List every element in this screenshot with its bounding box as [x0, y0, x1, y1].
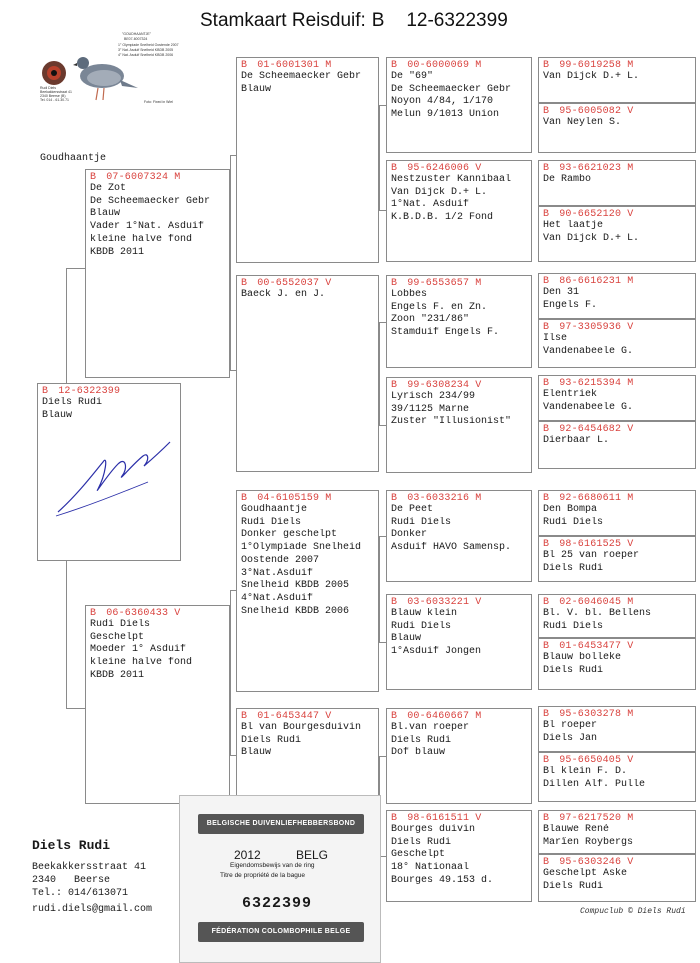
- pedigree-box: [538, 57, 696, 103]
- ring-header: B 95-6303246 V: [543, 857, 634, 868]
- title-country: B: [371, 10, 385, 31]
- ring-header: B 07-6007324 M: [90, 172, 181, 183]
- pedigree-line: Den Bompa: [543, 504, 598, 515]
- ring-header: B 93-6621023 M: [543, 163, 634, 174]
- pedigree-box: [85, 605, 230, 804]
- pedigree-line: Zuster "Illusionist": [391, 416, 512, 428]
- pedigree-line: Van Dijck D.+ L.: [543, 71, 640, 82]
- pedigree-line: De Scheemaecker Gebr: [241, 71, 362, 82]
- page-title: [200, 10, 514, 32]
- ring-header: B 99-6308234 V: [391, 380, 482, 391]
- connector-line: [379, 642, 386, 643]
- ring-header: B 06-6360433 V: [90, 608, 181, 619]
- pedigree-box: [538, 206, 696, 262]
- ownership-fr: Titre de propriété de la bague: [220, 872, 306, 879]
- pedigree-box: [538, 490, 696, 536]
- pedigree-line: Marïen Roybergs: [543, 836, 634, 848]
- ring-header: B 01-6453447 V: [241, 711, 332, 722]
- pedigree-line: Bl klein F. D.: [543, 766, 628, 777]
- ring-header: B 95-6303278 M: [543, 709, 634, 720]
- pedigree-line: Blauw: [90, 208, 121, 220]
- logo-line: "GOUDHAANTJE": [122, 32, 151, 36]
- pedigree-line: Blauw: [241, 83, 272, 95]
- pedigree-line: 18° Nationaal: [391, 862, 470, 874]
- pedigree-line: De Scheemaecker Gebr: [391, 83, 512, 95]
- pedigree-line: Donker: [391, 529, 428, 541]
- pedigree-line: Diels Rudi: [391, 734, 452, 746]
- logo-line: 3° Nat. Asduif Snelheid KBDB 2005: [118, 48, 174, 52]
- logo-line: 4° Nat. Asduif Snelheid KBDB 2006: [118, 53, 174, 57]
- ring-header: B 00-6000069 M: [391, 60, 482, 71]
- pedigree-line: Diels Rudi: [543, 880, 604, 892]
- pedigree-line: Lyrisch 234/99: [391, 391, 476, 402]
- pedigree-box: [386, 57, 532, 153]
- pedigree-line: 39/1125 Marne: [391, 403, 470, 415]
- ring-header: B 99-6553657 M: [391, 278, 482, 289]
- pedigree-box: [538, 103, 696, 153]
- connector-line: [230, 370, 236, 371]
- pedigree-line: Blauw: [42, 409, 73, 421]
- pedigree-box: [386, 377, 532, 473]
- federation-banner-bottom: FÉDÉRATION COLOMBOPHILE BELGE: [198, 922, 364, 942]
- pedigree-line: Rudi Diels: [543, 620, 604, 632]
- ring-header: B 99-6019258 M: [543, 60, 634, 71]
- ring-header: B 12-6322399: [42, 386, 121, 397]
- pedigree-line: Bl van Bourgesduivin: [241, 722, 362, 733]
- pedigree-line: Van Dijck D.+ L.: [391, 186, 488, 198]
- pedigree-line: Bourges duivin: [391, 824, 476, 835]
- pedigree-box: [386, 810, 532, 902]
- pedigree-box: [538, 854, 696, 902]
- pedigree-line: Vandenabeele G.: [543, 345, 634, 357]
- pedigree-line: Moeder 1° Asduif: [90, 644, 187, 656]
- title-ring: 12-6322399: [406, 10, 508, 31]
- pedigree-line: De Scheemaecker Gebr: [90, 195, 211, 207]
- pedigree-line: Bl. V. bl. Bellens: [543, 608, 652, 619]
- logo-line: Foto: Fixed in Wiel: [144, 100, 173, 104]
- pedigree-line: Geschelpt: [391, 849, 446, 861]
- pedigree-box: [538, 810, 696, 854]
- pedigree-box: [538, 160, 696, 206]
- pedigree-line: 4°Nat.Asduif: [241, 592, 314, 604]
- pedigree-line: Ilse: [543, 333, 568, 344]
- connector-line: [66, 708, 85, 709]
- ring-header: B 01-6001301 M: [241, 60, 332, 71]
- connector-line: [379, 425, 386, 426]
- pedigree-line: Engels F.: [543, 299, 598, 311]
- pedigree-line: De Rambo: [543, 174, 592, 185]
- ring-header: B 93-6215394 M: [543, 378, 634, 389]
- ring-ownership-card: [179, 795, 381, 963]
- ring-header: B 03-6033221 V: [391, 597, 482, 608]
- ring-header: B 02-6046045 M: [543, 597, 634, 608]
- pedigree-box: [538, 536, 696, 582]
- pedigree-line: kleine halve fond: [90, 233, 193, 245]
- pedigree-line: Blauw: [241, 747, 272, 759]
- pedigree-line: Bourges 49.153 d.: [391, 874, 494, 886]
- pedigree-box: [538, 594, 696, 638]
- pedigree-line: Rudi Diels: [391, 620, 452, 632]
- ring-header: B 95-6246006 V: [391, 163, 482, 174]
- pedigree-box: [386, 160, 532, 262]
- connector-line: [379, 536, 386, 537]
- ring-header: B 98-6161525 V: [543, 539, 634, 550]
- ring-header: B 04-6105159 M: [241, 493, 332, 504]
- pedigree-line: Baeck J. en J.: [241, 289, 326, 300]
- owner-phone: Tel.: 014/613071: [32, 888, 129, 899]
- pedigree-line: Asduif HAVO Samensp.: [391, 542, 512, 554]
- ring-header: B 95-6005082 V: [543, 106, 634, 117]
- pedigree-line: Diels Rudi: [391, 836, 452, 848]
- ring-header: B 00-6460667 M: [391, 711, 482, 722]
- pedigree-line: Blauw: [391, 633, 422, 645]
- connector-line: [379, 105, 380, 210]
- owner-name: Diels Rudi: [32, 838, 111, 853]
- pedigree-line: Snelheid KBDB 2005: [241, 580, 350, 592]
- ring-header: B 92-6454682 V: [543, 424, 634, 435]
- pedigree-box: [85, 169, 230, 378]
- pedigree-line: Diels Jan: [543, 732, 598, 744]
- ring-country: BELG: [296, 848, 329, 862]
- pedigree-line: Blauwe René: [543, 824, 610, 835]
- pedigree-line: Noyon 4/84, 1/170: [391, 96, 494, 108]
- pedigree-line: De Peet: [391, 504, 434, 515]
- pedigree-line: De "69": [391, 71, 434, 82]
- logo-line: Beekakkersstraat 41: [40, 90, 72, 94]
- pedigree-line: Dierbaar L.: [543, 435, 610, 446]
- ring-header: B 97-6217520 M: [543, 813, 634, 824]
- pedigree-line: Blauw bolleke: [543, 652, 622, 663]
- connector-line: [230, 590, 231, 755]
- ring-header: B 00-6552037 V: [241, 278, 332, 289]
- ring-header: B 03-6033216 M: [391, 493, 482, 504]
- pedigree-line: Snelheid KBDB 2006: [241, 605, 350, 617]
- pedigree-line: Oostende 2007: [241, 554, 320, 566]
- pedigree-line: Rudi Diels: [543, 516, 604, 528]
- pedigree-line: KBDB 2011: [90, 669, 145, 681]
- pedigree-box: [386, 490, 532, 582]
- logo-line: Rudi Diels: [40, 86, 56, 90]
- pedigree-line: Melun 9/1013 Union: [391, 109, 500, 121]
- connector-line: [379, 210, 386, 211]
- logo-line: 1° Olympiade Snelheid Oostende 2007: [118, 43, 179, 47]
- pedigree-line: Zoon "231/86": [391, 314, 470, 326]
- logo-line: 2340 Beerse (B): [40, 94, 66, 98]
- connector-line: [230, 155, 236, 156]
- pedigree-box: [538, 273, 696, 319]
- pedigree-box: [386, 594, 532, 690]
- pedigree-line: 1°Olympiade Snelheid: [241, 542, 362, 554]
- goudhaantje-label: Goudhaantje: [40, 153, 107, 164]
- pedigree-line: Het laatje: [543, 220, 604, 231]
- pedigree-line: Nestzuster Kannibaal: [391, 174, 512, 185]
- pedigree-line: Dof blauw: [391, 747, 446, 759]
- owner-street: Beekakkersstraat 41: [32, 862, 147, 873]
- owner-city: 2340 Beerse: [32, 875, 111, 886]
- footer-credit: Compuclub © Diels Rudi: [580, 907, 686, 916]
- pedigree-line: Stamduif Engels F.: [391, 327, 500, 339]
- pedigree-box: [236, 490, 379, 692]
- ownership-nl: Eigendomsbewijs van de ring: [230, 862, 315, 869]
- pedigree-line: Lobbes: [391, 289, 428, 300]
- ring-header: B 90-6652120 V: [543, 209, 634, 220]
- pedigree-line: kleine halve fond: [90, 657, 193, 669]
- pedigree-line: Geschelpt: [90, 631, 145, 643]
- pedigree-line: Diels Rudi: [543, 562, 604, 574]
- ring-year: 2012: [234, 848, 261, 862]
- pedigree-line: Vandenabeele G.: [543, 401, 634, 413]
- pedigree-line: Bl 25 van roeper: [543, 550, 640, 561]
- connector-line: [379, 322, 386, 323]
- ring-header: B 86-6616231 M: [543, 276, 634, 287]
- connector-line: [66, 268, 85, 269]
- ring-header: B 01-6453477 V: [543, 641, 634, 652]
- pedigree-line: Van Neylen S.: [543, 117, 622, 128]
- pedigree-line: Rudi Diels: [90, 619, 151, 630]
- connector-line: [379, 536, 380, 642]
- pedigree-box: [236, 275, 379, 472]
- pedigree-line: Elentriek: [543, 389, 598, 400]
- pedigree-box: [236, 708, 379, 802]
- pedigree-line: K.B.D.B. 1/2 Fond: [391, 212, 494, 224]
- pigeon-logo: [40, 28, 180, 108]
- connector-line: [379, 322, 380, 425]
- pedigree-box: [538, 319, 696, 368]
- pedigree-line: Diels Rudi: [42, 397, 103, 408]
- connector-line: [379, 105, 386, 106]
- pedigree-box: [538, 375, 696, 421]
- connector-line: [66, 561, 67, 709]
- pedigree-line: Goudhaantje: [241, 504, 308, 515]
- ring-header: B 98-6161511 V: [391, 813, 482, 824]
- connector-line: [66, 268, 67, 383]
- pedigree-box: [538, 421, 696, 469]
- ring-number: 6322399: [242, 895, 313, 912]
- pedigree-line: Van Dijck D.+ L.: [543, 232, 640, 244]
- pedigree-line: Rudi Diels: [391, 516, 452, 528]
- connector-line: [230, 155, 231, 370]
- pedigree-line: Vader 1°Nat. Asduif: [90, 221, 205, 233]
- pedigree-box: [538, 706, 696, 752]
- logo-line: BE07-6007324: [124, 37, 148, 41]
- logo-line: Tel. 014 - 61.30.71: [40, 98, 69, 102]
- pedigree-line: Geschelpt Aske: [543, 868, 628, 879]
- pedigree-box: [386, 275, 532, 368]
- pedigree-line: KBDB 2011: [90, 246, 145, 258]
- connector-line: [230, 755, 236, 756]
- federation-banner-top: BELGISCHE DUIVENLIEFHEBBERSBOND: [198, 814, 364, 834]
- ring-header: B 97-3305936 V: [543, 322, 634, 333]
- ring-header: B 95-6650405 V: [543, 755, 634, 766]
- ring-header: B 92-6680611 M: [543, 493, 634, 504]
- pedigree-line: Donker geschelpt: [241, 529, 338, 541]
- pedigree-line: Bl roeper: [543, 720, 598, 731]
- pedigree-box: [386, 708, 532, 804]
- title-label: Stamkaart Reisduif:: [200, 10, 366, 31]
- pedigree-line: De Zot: [90, 183, 127, 194]
- pedigree-line: Bl.van roeper: [391, 722, 470, 733]
- pedigree-line: Rudi Diels: [241, 516, 302, 528]
- pedigree-line: Engels F. en Zn.: [391, 301, 488, 313]
- pedigree-line: Dillen Alf. Pulle: [543, 778, 646, 790]
- pedigree-line: 1°Nat. Asduif: [391, 199, 470, 211]
- pedigree-box: [538, 752, 696, 802]
- owner-email: rudi.diels@gmail.com: [32, 904, 153, 915]
- connector-line: [230, 590, 236, 591]
- pedigree-box: [538, 638, 696, 690]
- pedigree-line: Blauw klein: [391, 608, 458, 619]
- pedigree-line: Diels Rudi: [241, 734, 302, 746]
- pedigree-line: Den 31: [543, 287, 580, 298]
- subject-box: [37, 383, 181, 561]
- pedigree-line: 1°Asduif Jongen: [391, 646, 482, 658]
- pedigree-box: [236, 57, 379, 263]
- pedigree-line: 3°Nat.Asduif: [241, 567, 314, 579]
- owner-block: [32, 838, 152, 916]
- connector-line: [379, 756, 386, 757]
- signature-icon: [48, 434, 178, 524]
- pedigree-line: Diels Rudi: [543, 664, 604, 676]
